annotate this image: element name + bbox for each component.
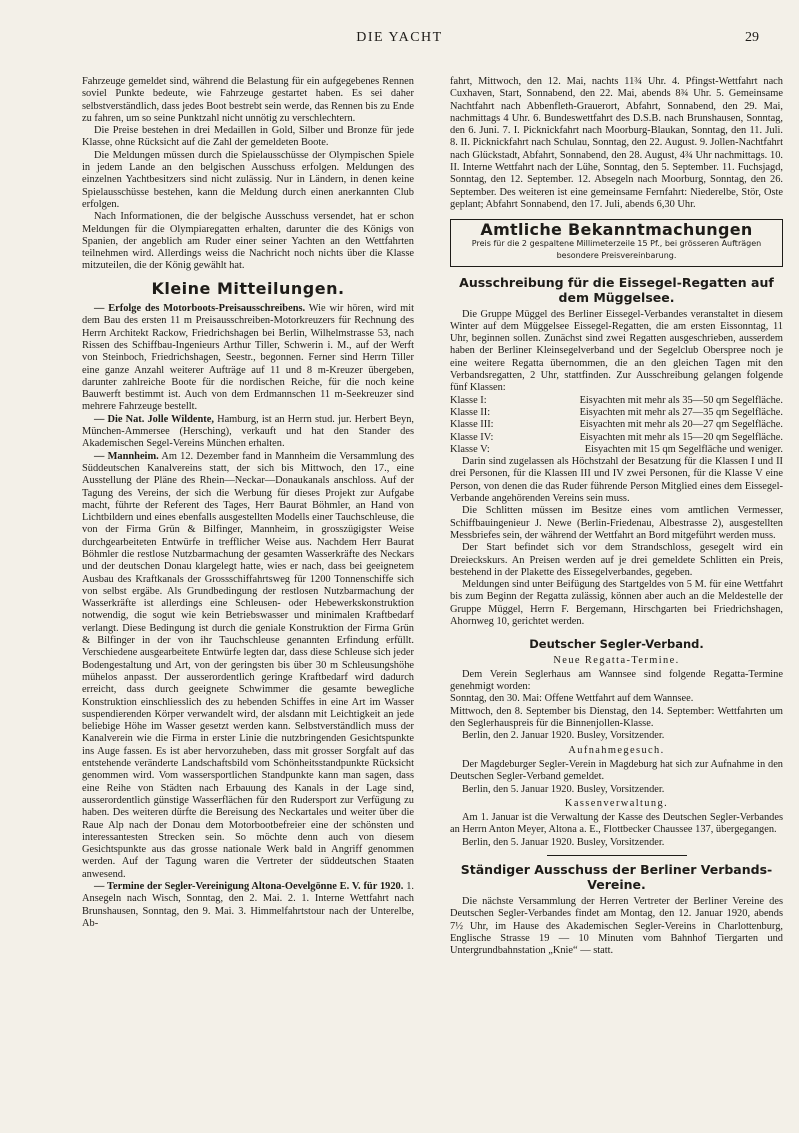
ausschuss-paragraph: Die nächste Versammlung der Herren Vertreter der Berliner Vereine des Deutschen Segler-Verbandes findet am Montag, den 12. Januar 1920, abends 7½ Uhr, im Hause des Akademischen Segler-Vereins in Charlottenburg, Englische Strasse 19 — 10 Minuten vom Bahnhof Tiergarten und Untergrundbahnstation „Knie“ — statt.: [450, 896, 783, 957]
klasse-row: [450, 395, 783, 407]
dsv-signature-1: Berlin, den 2. Januar 1920. Busley, Vorsitzender.: [462, 730, 665, 742]
official-notices-box: [450, 219, 783, 266]
notice-altona-text: 1. Ansegeln nach Wisch, Sonntag, den 2. Mai. 2. 1. Interne Wettfahrt nach Brunshausen, Sonntag, den 9. Mai. 3. Himmelfahrtstour nach der Unterelbe, Ab-: [82, 881, 414, 929]
klasse-name: Klasse III:: [450, 419, 494, 431]
dsv-signature-2: Berlin, den 5. Januar 1920. Busley, Vorsitzender.: [462, 783, 665, 795]
subheading-kassenverwaltung: Kassenverwaltung.: [564, 797, 669, 809]
notice-motorboot-lead: — Erfolge des Motorboots-Preisausschreibens.: [94, 303, 306, 315]
eissegel-paragraph-4: Der Start befindet sich vor dem Strandschloss, gesegelt wird ein Dreieckskurs. An Preisen werden auf je drei gemeldete Schlitten ein Preis, bestehend in der Plakette des Eissegelverbandes, gegeben.: [450, 542, 783, 578]
notice-jolle-text: Hamburg, ist an Herrn stud. jur. Herbert Beyn, München-Ammersee (Hersching), verkauft und hat den Stander des Akademischen Segel-Vereins München erhalten.: [82, 413, 414, 450]
right-column: [450, 76, 783, 958]
subheading-regatta-termine: Neue Regatta-Termine.: [553, 654, 680, 666]
dsv-paragraph-aufnahme: Der Magdeburger Segler-Verein in Magdeburg hat sich zur Aufnahme in den Deutschen Segler-Verband gemeldet.: [450, 758, 783, 783]
olympia-paragraph-3: Die Meldungen müssen durch die Spielausschüsse der Olympischen Spiele in jedem Lande an den belgischen Ausschuss erfolgen. Meldungen des einzelnen Yachtbesitzers sind nicht zulässig. Nur in Ländern, in denen keine Spielausschüsse bestehen, kann die Meldung durch einen anerkannten Club erfolgen.: [82, 149, 414, 210]
notice-mannheim-text: Am 12. Dezember fand in Mannheim die Versammlung des Süddeutschen Kanalvereins statt, der sich bis Mittwoch, den 17., eine Ausstellung der Pläne des Rhein—Neckar—Donaukanals anschloss. Auf der Tagung des Vereins, der sich die Werbung für dieses Projekt zur Aufgabe macht, führte der Referent des Tages, Herr Baurat Böhmler, an Hand von Lichtbildern und eines ebenfalls ausgestellten Modells einer Tauchschleuse, die von der Firma Grün & Bilfinger, Mannheim, in grosszügigster Weise durchgearbeiteten Entwürfe in trefflicher Weise aus. Nachdem Herr Baurat Böhmler die restlose Nutzbarmachung der gesamten Wasserkräfte des Neckars und der deutschen Donau klargelegt hatte, wies er nach, dass bei geeignetem Ausbau des Kraftkanals der Grossschiffahrtsweg für 1200 Tonnenschiffe sich von selbst ergäbe. Als Grundbedingung der restlosen Nutzbarmachung der Wasserkräfte ist allerdings eine Schleusen- oder Hebewerkskonstruktion notwendig, die sogut wie kein Betriebswasser und minimalen Kraftbedarf verlangt. Diese Bedingung ist durch die geniale Konstruktion der Firma Grün & Bilfinger in der von ihr Tauchschleuse genannten Erfindung erfüllt. Verschiedene ausgearbeitete Entwürfe legten dar, dass diese Schleuse sich jeder Bodengestaltung und Art, von der geringsten bis über 30 m Schleusungshöhe mühelos anpasst. Der ausserordentlich geringe Kraftbedarf wird dadurch erreicht, dass durch geeignete Schwimmer die gesamte bewegliche Konstruktion einschliesslich des zu hebenden Schiffes in eine Art im Wasser suspendierenden Körper verwandelt wird, der alsdann mit Leichtigkeit an jede beliebige Höhe im Wasser gesetzt werden kann. Selbstverständlich muss der Kanalverein wie die Firma in erster Linie die nutzbringenden Gesichtspunkte ins Auge fassen. Es ist aber hervorzuheben, dass mit grosser Sorgfalt auf das entstehende veränderte Landschaftsbild vom Schönheitsstandpunkte Rücksicht genommen wird. Vom wassersportlichen Standpunkte kann man sagen, dass eine Reihe von Städten nach Erbauung des Kanals in der Lage sind, ausserordentlich günstige Wasserflächen für den Rudersport zur Verfügung zu haben. Des weiteren dürfte die Bereisung des Neckartales und weiter über die Raue Alp nach der Donau dem Motorbootbefreier eine der schönsten und interessantesten Strecken sein. So möchte denn auch von diesem Gesichtspunkte aus das grosse nationale Werk bald in Angriff genommen werden. Auf der Tagung waren die Vertreter der süddeutschen Staaten anwesend.: [82, 450, 414, 880]
left-column: [82, 76, 414, 930]
klasse-name: Klasse I:: [450, 394, 487, 406]
eissegel-paragraph-1: Die Gruppe Müggel des Berliner Eissegel-Verbandes veranstaltet in diesem Winter auf dem Müggelsee Eissegel-Regatten, die am ersten Eissonntag, 11 Uhr, beginnen sollen. Zunächst sind zwei Regatten ausgeschrieben, ausserdem haben der Berliner Kleinsegelverband und der Segelclub Oberspree noch je eine weitere Regatta übernommen, die an den gleichen Tagen mit den Verbandsregatten, 2 Uhr, stattfinden. Zur Ausschreibung gelangen folgende fünf Klassen:: [450, 308, 783, 394]
heading-staendiger-ausschuss: Ständiger Ausschuss der Berliner Verbands-Vereine.: [460, 862, 773, 893]
klasse-text: Eisyachten mit mehr als 27—35 qm Segelfläche.: [579, 406, 783, 418]
section-title-kleine-mitteilungen: Kleine Mitteilungen.: [151, 278, 345, 298]
dsv-signature-3: Berlin, den 5. Januar 1920. Busley, Vorsitzender.: [462, 836, 665, 848]
notice-altona: [82, 881, 414, 930]
klasse-name: Klasse II:: [450, 406, 491, 418]
olympia-paragraph-2: Die Preise bestehen in drei Medaillen in Gold, Silber und Bronze für jede Klasse, ohne Rücksicht auf die Zahl der gemeldeten Boote.: [82, 125, 414, 149]
page-header: [0, 30, 799, 54]
subheading-aufnahmegesuch: Aufnahmegesuch.: [568, 744, 665, 756]
eissegel-paragraph-3: Die Schlitten müssen im Besitze eines vom amtlichen Vermesser, Schiffbauingenieur J. Newe (Berlin-Friedenau, Albestrasse 2), ausgestellten Messbriefes sein, der während der Wettfahrt an Bord mitgeführt werden muss.: [450, 505, 783, 541]
klasse-text: Eisyachten mit 15 qm Segelfläche und weniger.: [584, 443, 783, 455]
eissegel-paragraph-2: Darin sind zugelassen als Höchstzahl der Besatzung für die Klassen I und II drei Personen, für die Klassen III und IV zwei Personen, für die Klasse V eine Person, von denen die das Ruder führende Person Mitglied eines dem Eissegel-Verbande angehörenden Vereins sein muss.: [450, 456, 783, 505]
olympia-paragraph-4: Nach Informationen, die der belgische Ausschuss versendet, hat er schon Meldungen für die Olympiaregatten erhalten, darunter die des Königs von Spanien, der angeblich am Ruder einer seiner Yachten an den Wettfahrten teilnehmen wird. Allerdings weiss die Nachricht noch nichts über die Klasse mitzuteilen, die der König gewählt hat.: [82, 211, 414, 272]
klasse-text: Eisyachten mit mehr als 20—27 qm Segelfläche.: [579, 419, 783, 431]
klasse-row: [450, 407, 783, 419]
notice-altona-lead: — Termine der Segler-Vereinigung Altona-Oevelgönne E. V. für 1920.: [94, 881, 404, 892]
klassen-list: [450, 395, 783, 456]
dsv-termin-2: Mittwoch, den 8. September bis Dienstag, den 14. September: Wettfahrten um den Seglerhauspreis für die Binnenjollen-Klasse.: [450, 705, 783, 730]
dsv-termin-1: Sonntag, den 30. Mai: Offene Wettfahrt auf dem Wannsee.: [450, 693, 694, 705]
notice-motorboot: [82, 303, 414, 414]
divider-rule: [547, 855, 687, 856]
altona-continued: fahrt, Mittwoch, den 12. Mai, nachts 11¾ Uhr. 4. Pfingst-Wettfahrt nach Cuxhaven, Start, Sonnabend, den 22. Mai, abends 8¾ Uhr. 5. Gemeinsame Nachtfahrt nach Abbenfleth-Grauerort, Abfahrt, Sonnabend, den 29. Mai, nachmittags 4 Uhr. 6. Bundeswettfahrt des D.S.B. nach Brunshausen, Sonntag, den 6. Juni. 7. I. Picknickfahrt nach Moorburg-Blaukan, Sonntag, den 11. Juli. 8. II. Picknickfahrt nach Schulau, Sonntag, den 22. August. 9. Jollen-Nachtfahrt nach Glückstadt, Abfahrt, Sonnabend, den 28. August, 4¾ Uhr nachmittags. 10. II. Interne Wettfahrt nach der Lühe, Sonntag, den 5. September. 11. Fuchsjagd, Sonntag, den 12. September. 12. Absegeln nach Moorburg, Sonntag, den 26. September. Des weiteren ist eine gemeinsame Fernfahrt: Niederelbe, Stör, Oste geplant; Abfahrt Sonnabend, den 17. Juli, abends 6,30 Uhr.: [450, 76, 783, 210]
heading-eissegel: Ausschreibung für die Eissegel-Regatten auf dem Müggelsee.: [459, 274, 774, 305]
official-notices-price-line-1: Preis für die 2 gespaltene Millimeterzeile 15 Pf., bei grösseren Aufträgen: [471, 238, 762, 248]
heading-dsv: Deutscher Segler-Verband.: [529, 637, 704, 652]
notice-jolle: [82, 414, 414, 451]
klasse-name: Klasse V:: [450, 443, 490, 455]
notice-jolle-lead: — Die Nat. Jolle Wildente,: [94, 413, 214, 425]
klasse-name: Klasse IV:: [450, 431, 494, 443]
eissegel-paragraph-5: Meldungen sind unter Beifügung des Startgeldes von 5 M. für eine Wettfahrt bis zum Beginn der Regatta zulässig, können aber auch an die Meldestelle der Gruppe Müggel, Herrn F. Bergemann, Hirschgarten bei Friedrichshagen, Ahornweg 10, gerichtet werden.: [450, 579, 783, 627]
dsv-paragraph-1: Dem Verein Seglerhaus am Wannsee sind folgende Regatta-Termine genehmigt worden:: [450, 668, 783, 693]
klasse-row: [450, 419, 783, 431]
klasse-text: Eisyachten mit mehr als 35—50 qm Segelfläche.: [579, 394, 783, 406]
notice-mannheim: [82, 451, 414, 881]
olympia-paragraph-1: Fahrzeuge gemeldet sind, während die Belastung für ein aufgegebenes Rennen soviel Punkte bedeute, wie Fahrzeuge gestartet haben. Es sei daher selbstverständlich, dass jedes Boot bestrebt sein werde, das Rennen bis zu Ende zu fahren, um so seine Punktzahl nicht unnötig zu verschlechtern.: [82, 76, 414, 124]
notice-motorboot-text: Wie wir hören, wird mit dem Bau des ersten 11 m Preisausschreiben-Motorkreuzers für Rechnung des Herrn Architekt Rackow, Friedrichshagen bei Berlin, Wilhelmstrasse 53, nach Rissen des Schiffbau-Ingenieurs Arthur Tiller, Schwerin i. M., auf der Werft von Steinboch, Friedrichshagen, Seestr., begonnen. Ferner sind Herrn Tiller eine ganze Anzahl weiterer Aufträge auf 11 und 8 m-Kreuzer übergeben, darunter zahlreiche Boote für die nordischen Reiche, für die noch keine Bauwerft bestimmt ist. Auch von dem Erdmannschen 11 m-Seekreuzer sind mehrere Fahrzeuge bestellt.: [82, 303, 414, 413]
official-notices-price-line-2: besondere Preisvereinbarung.: [556, 250, 677, 260]
klasse-text: Eisyachten mit mehr als 15—20 qm Segelfläche.: [579, 431, 783, 443]
official-notices-title: Amtliche Bekanntmachungen: [480, 220, 753, 240]
klasse-row: [450, 444, 783, 456]
klasse-row: [450, 432, 783, 444]
dsv-paragraph-kasse: Am 1. Januar ist die Verwaltung der Kasse des Deutschen Segler-Verbandes an Herrn Anton Meyer, Altona a. E., Flottbecker Chaussee 137, übergegangen.: [450, 812, 783, 836]
page-number: 29: [745, 30, 759, 45]
notice-mannheim-lead: — Mannheim.: [94, 450, 159, 462]
journal-title: DIE YACHT: [356, 30, 443, 45]
